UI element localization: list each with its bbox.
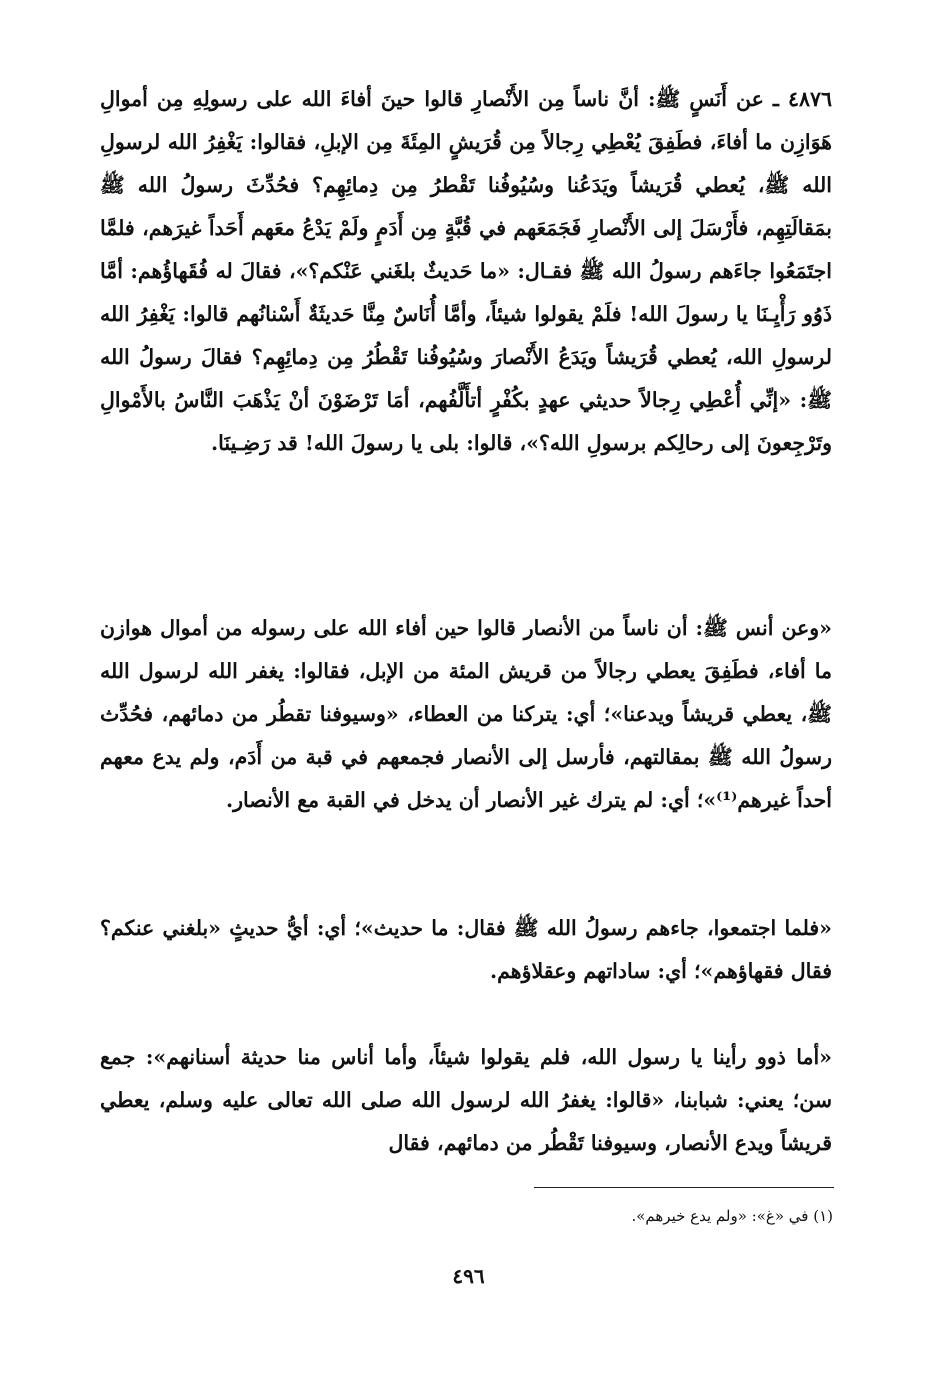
hadith-paragraph: ٤٨٧٦ ـ عن أَنَسٍ ﷺ: أنَّ ناساً مِن الأَنْصارِ قالوا حينَ أفاءَ الله على رسولِهِ مِن أموالِ هَوَازِن ما أفاءَ، فطَفِقَ يُعْطِي رِجالاً مِن قُرَيشٍ المِئَةَ مِن الإبلِ، فقالوا: يَغْفِرُ الله لرسولِ الله ﷺ، يُعطي قُرَيشاً ويَدَعُنا وسُيُوفُنا تَقْطرُ مِن دِمائِهِم؟ فحُدِّثَ رسولُ الله ﷺ بمَقالَتِهِم، فأَرْسَلَ إلى الأَنْصارِ فَجَمَعَهم في قُبَّةٍ مِن أَدَمٍ ولَمْ يَدْعُ معَهم أَحَداً غيرَهم، فلمَّا اجتَمَعُوا جاءَهم رسولُ الله ﷺ فقـال: «ما حَديثٌ بلغَني عَنْكم؟»، فقالَ له فُقَهاؤُهم: أمَّا ذَوُو رَأْيِـنَا يا رسولَ الله! فلَمْ يقولوا شيئاً، وأمَّا أُنَاسٌ مِنَّا حَديثَةٌ أَسْنانُهم قالوا: يَغْفِرُ الله لرسولِ الله، يُعطي قُرَيشاً ويَدَعُ الأَنْصارَ وسُيُوفُنا تَقْطُرُ مِن دِمائِهِم؟ فقالَ رسولُ الله ﷺ: «إنِّي أُعْطِي رِجالاً حديثي عهدٍ بكُفْرٍ أتأَلَّفُهم، أمَا تَرْضَوْنَ أنْ يَذْهَبَ النَّاسُ بالأَمْوالِ وتَرْجِعونَ إلى رحالِكم برسولِ الله؟»، قالوا: بلى يا رسولَ الله! قد رَضِـينَا. bbox=[100, 87, 832, 455]
commentary-paragraph-2: «فلما اجتمعوا، جاءهم رسولُ الله ﷺ فقال: ما حديث»؛ أي: أيُّ حديثٍ «بلغني عنكم؟ فقال فقهاؤهم»؛ أي: ساداتهم وعقلاؤهم. bbox=[100, 916, 832, 983]
commentary-paragraph-1: «وعن أنس ﷺ: أن ناساً من الأنصار قالوا حين أفاء الله على رسوله من أموال هوازن ما أفاء، فطَفِقَ يعطي رجالاً من قريش المئة من الإبل، فقالوا: يغفر الله لرسول الله ﷺ، يعطي قريشاً ويدعنا»؛ أي: يتركنا من العطاء، «وسيوفنا تقطُر من دمائهم، فحُدِّث رسولُ الله ﷺ بمقالتهم، فأرسل إلى الأنصار فجمعهم في قبة من أَدَم، ولم يدع معهم أحداً غيرهم⁽¹⁾»؛ أي: لم يترك غير الأنصار أن يدخل في القبة مع الأنصار. bbox=[100, 616, 832, 812]
footnote-divider bbox=[534, 1187, 834, 1188]
page-number: ٤٩٦ bbox=[452, 1264, 485, 1288]
footnote: (١) في «غ»: «ولم يدع خيرهم». bbox=[631, 1207, 833, 1225]
commentary-paragraph-3: «أما ذوو رأينا يا رسول الله، فلم يقولوا شيئاً، وأما أناس منا حديثة أسنانهم»: جمع سن؛ يعني: شبابنا، «قالوا: يغفرُ الله لرسول الله صلى الله تعالى عليه وسلم، يعطي قريشاً ويدع الأنصار، وسيوفنا تَقْطُر من دمائهم، فقال bbox=[100, 1045, 832, 1155]
